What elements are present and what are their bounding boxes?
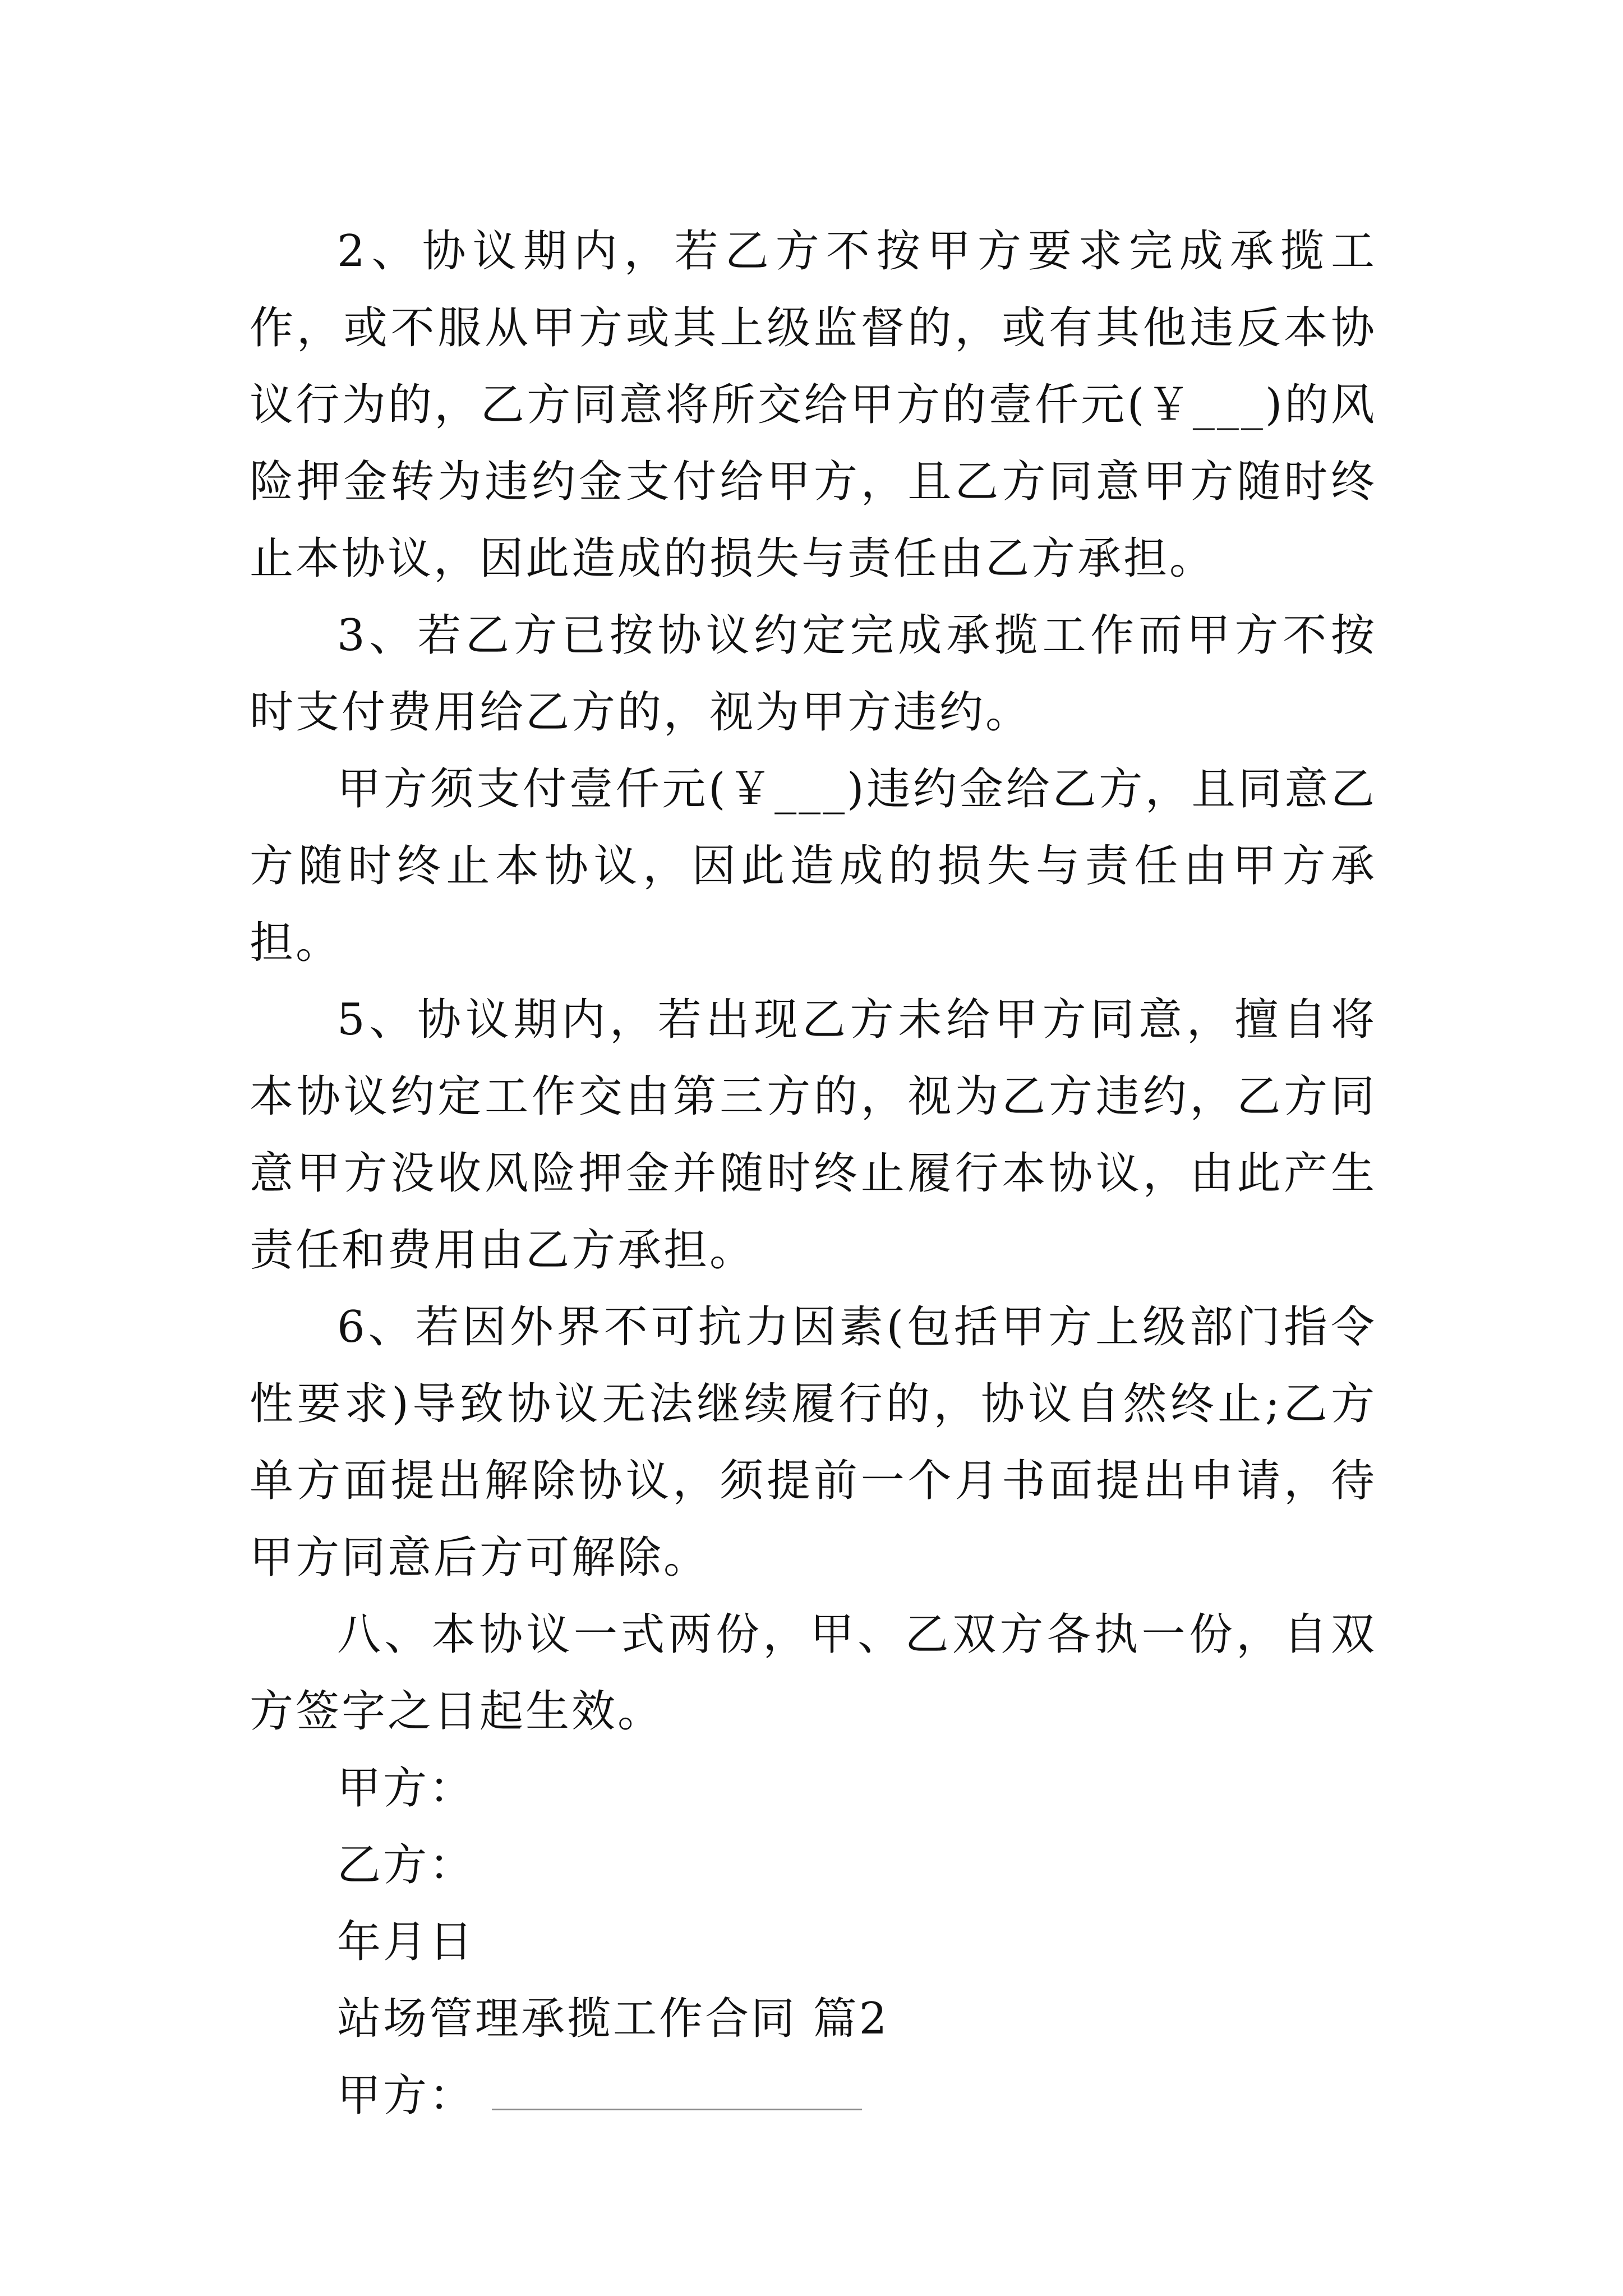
party-a-blank-line <box>492 2065 862 2110</box>
signature-party-a: 甲方： <box>337 1763 476 1814</box>
clause-3: 3、若乙方已按协议约定完成承揽工作而甲方不按时支付费用给乙方的，视为甲方违约。 <box>250 610 1377 738</box>
clause-8: 八、本协议一式两份，甲、乙双方各执一份，自双方签字之日起生效。 <box>250 1609 1377 1737</box>
clause-3-penalty: 甲方须支付壹仟元(￥___)违约金给乙方，且同意乙方随时终止本协议，因此造成的损失与责任由甲方承担。 <box>250 764 1377 968</box>
clause-6: 6、若因外界不可抗力因素(包括甲方上级部门指令性要求)导致协议无法继续履行的，协议自然终止;乙方单方面提出解除协议，须提前一个月书面提出申请，待甲方同意后方可解除。 <box>250 1302 1377 1583</box>
clause-2: 2、协议期内，若乙方不按甲方要求完成承揽工作，或不服从甲方或其上级监督的，或有其他违反本协议行为的，乙方同意将所交给甲方的壹仟元(￥___)的风险押金转为违约金支付给甲方，且乙方同意甲方随时终止本协议，因此造成的损失与责任由乙方承担。 <box>250 226 1377 584</box>
section-title: 站场管理承揽工作合同 篇2 <box>337 1994 889 2044</box>
document-body <box>250 213 1377 2134</box>
signature-party-b: 乙方： <box>337 1840 476 1890</box>
next-party-a-row <box>250 2058 1377 2134</box>
signature-date: 年月日 <box>337 1917 476 1967</box>
next-party-a-label: 甲方： <box>337 2070 476 2121</box>
clause-5: 5、协议期内，若出现乙方未给甲方同意，擅自将本协议约定工作交由第三方的，视为乙方违约，乙方同意甲方没收风险押金并随时终止履行本协议，由此产生责任和费用由乙方承担。 <box>250 995 1377 1276</box>
